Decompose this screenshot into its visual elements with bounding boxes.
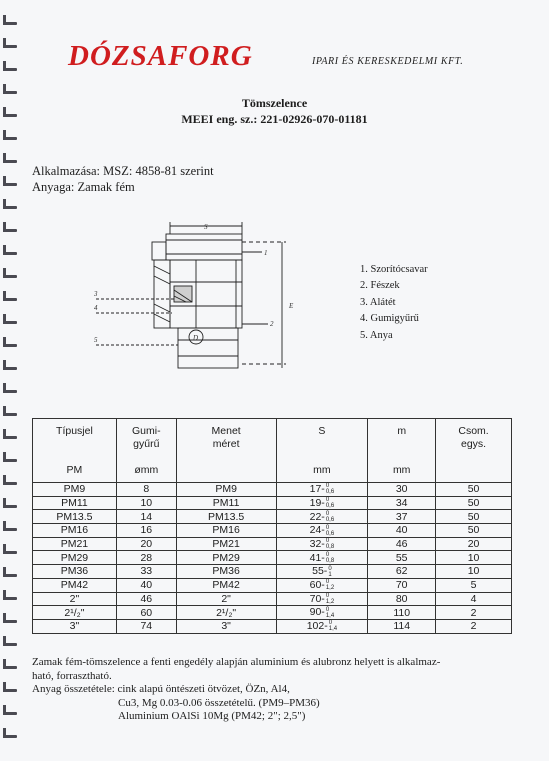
product-title: Tömszelence: [241, 96, 308, 110]
label-4: 4: [94, 304, 98, 312]
s-value: 102-: [306, 620, 328, 633]
s-value: 22-: [309, 510, 325, 523]
cell-s: [276, 619, 368, 633]
s-tolerance: [326, 552, 334, 564]
cell-m: 70: [368, 578, 436, 592]
binding-ring: [3, 344, 17, 347]
cable-gland-drawing: [86, 220, 316, 390]
cell-type: PM42: [33, 578, 117, 592]
header-top1: Típusjel: [56, 425, 93, 437]
note-line: Cu3, Mg 0.03-0.06 összetételű. (PM9–PM36): [118, 696, 320, 709]
tolerance-upper: 0: [325, 579, 330, 586]
binding-ring: [3, 735, 17, 738]
tolerance-lower: 0,8: [325, 544, 335, 551]
cell-m: 110: [368, 606, 436, 620]
label-2: 2: [270, 320, 274, 328]
table-row: [33, 524, 512, 538]
cell-ring: 60: [116, 606, 176, 620]
header-top2: méret: [212, 438, 240, 450]
cell-pack: 4: [436, 592, 512, 606]
legend-item: 3. Alátét: [360, 296, 396, 308]
header-unit: PM: [66, 464, 83, 476]
s-tolerance: [326, 525, 334, 537]
cell-pack: 2: [436, 619, 512, 633]
header-unit: mm: [313, 464, 331, 476]
binding-ring: [3, 390, 17, 393]
cell-thread: PM36: [176, 565, 276, 579]
cell-pack: 2: [436, 606, 512, 620]
binding-ring: [3, 298, 17, 301]
cell-s: [276, 592, 368, 606]
binding-ring: [3, 436, 17, 439]
header-top2: [277, 438, 368, 451]
binding-ring: [3, 137, 17, 140]
label-3: 3: [94, 290, 98, 298]
binding-ring: [3, 321, 17, 324]
notes: [32, 656, 522, 724]
cell-pack: 5: [436, 578, 512, 592]
cell-s: [276, 496, 368, 510]
column-header: [276, 419, 368, 483]
header-unit: [177, 464, 276, 477]
s-value: 24-: [309, 524, 325, 537]
cell-type: PM36: [33, 565, 117, 579]
tolerance-upper: 0: [328, 565, 332, 572]
binding-ring: [3, 68, 17, 71]
cell-thread: PM42: [176, 578, 276, 592]
legend-item: 5. Anya: [360, 329, 393, 341]
cell-s: [276, 537, 368, 551]
binding-ring: [3, 505, 17, 508]
tolerance-upper: 0: [325, 538, 330, 545]
table-row: [33, 606, 512, 620]
tolerance-upper: 0: [325, 606, 330, 613]
s-tolerance: [326, 483, 334, 495]
cell-thread: PM21: [176, 537, 276, 551]
binding-ring: [3, 367, 17, 370]
cell-pack: 10: [436, 565, 512, 579]
cell-type: PM13.5: [33, 510, 117, 524]
table-row: [33, 496, 512, 510]
header-unit: mm: [392, 464, 411, 476]
binding-ring: [3, 620, 17, 623]
cell-ring: 20: [116, 537, 176, 551]
s-value: 60-: [309, 579, 325, 592]
label-s: S: [204, 223, 208, 231]
tolerance-upper: 0: [325, 497, 330, 504]
header-top1: m: [397, 425, 407, 437]
binding-ring: [3, 183, 17, 186]
material-text: Anyaga: Zamak fém: [32, 180, 135, 194]
binding-ring: [3, 689, 17, 692]
tolerance-upper: 0: [328, 620, 333, 627]
binding-ring: [3, 22, 17, 25]
tolerance-upper: 0: [325, 592, 330, 599]
company-name: IPARI ÉS KERESKEDELMI KFT.: [312, 56, 464, 67]
spec-table: [32, 418, 512, 634]
header-top1: Gumi-: [131, 425, 161, 437]
cell-pack: 50: [436, 524, 512, 538]
cell-type: PM11: [33, 496, 117, 510]
cell-s: [276, 565, 368, 579]
cell-type: PM21: [33, 537, 117, 551]
label-5: 5: [94, 336, 98, 344]
binding-ring: [3, 160, 17, 163]
cell-ring: 14: [116, 510, 176, 524]
cell-s: [276, 551, 368, 565]
cell-type: PM29: [33, 551, 117, 565]
binding-ring: [3, 574, 17, 577]
label-e: E: [289, 302, 294, 310]
cell-thread: PM29: [176, 551, 276, 565]
header-top1: Csom.: [458, 425, 489, 437]
tolerance-upper: 0: [325, 483, 330, 490]
tolerance-lower: 1: [328, 571, 332, 578]
cell-ring: 74: [116, 619, 176, 633]
cell-m: 37: [368, 510, 436, 524]
cell-m: 46: [368, 537, 436, 551]
s-value: 41-: [309, 551, 325, 564]
note-line: Aluminium OAlSi 10Mg (PM42; 2"; 2,5"): [118, 710, 306, 722]
cell-thread: 3": [176, 619, 276, 633]
tolerance-lower: 1,2: [325, 598, 335, 605]
legend-item: 1. Szorítócsavar: [360, 264, 428, 275]
tolerance-lower: 0,8: [325, 557, 335, 564]
tolerance-upper: 0: [325, 551, 330, 558]
header-unit: [436, 464, 511, 477]
binding-ring: [3, 252, 17, 255]
cell-thread: PM11: [176, 496, 276, 510]
s-value: 55-: [312, 565, 328, 578]
tolerance-upper: 0: [325, 510, 330, 517]
cell-m: 55: [368, 551, 436, 565]
tolerance-lower: 0,6: [325, 489, 335, 496]
table-body: [33, 483, 512, 634]
cell-type: 3": [33, 619, 117, 633]
table-header-row: [33, 419, 512, 483]
cell-ring: 33: [116, 565, 176, 579]
application-text: Alkalmazása: MSZ: 4858-81 szerint: [32, 164, 214, 178]
table-row: [33, 578, 512, 592]
note-line: Zamak fém-tömszelence a fenti engedély alapján aluminium és alubronz helyett is alkalmaz-: [32, 656, 441, 668]
s-tolerance: [326, 579, 334, 591]
cell-ring: 10: [116, 496, 176, 510]
binding-ring: [3, 528, 17, 531]
cell-s: [276, 510, 368, 524]
table-row: [33, 565, 512, 579]
cell-thread: 2¹/₂": [176, 606, 276, 620]
header-top2: [33, 438, 116, 451]
cell-thread: PM16: [176, 524, 276, 538]
cell-s: [276, 483, 368, 497]
tolerance-lower: 1,2: [325, 585, 335, 592]
s-value: 19-: [309, 496, 325, 509]
header-top2: [368, 438, 435, 451]
cell-s: [276, 524, 368, 538]
cell-m: 114: [368, 619, 436, 633]
label-1: 1: [264, 249, 268, 257]
header-unit: ømm: [134, 464, 159, 476]
s-value: 90-: [309, 606, 325, 619]
legend-item: 2. Fészek: [360, 280, 400, 292]
tolerance-lower: 0,6: [325, 516, 335, 523]
binding-ring: [3, 91, 17, 94]
s-tolerance: [326, 497, 334, 509]
cell-pack: 20: [436, 537, 512, 551]
cell-s: [276, 578, 368, 592]
table-row: [33, 619, 512, 633]
cell-m: 80: [368, 592, 436, 606]
table-row: [33, 592, 512, 606]
cell-thread: PM13.5: [176, 510, 276, 524]
parts-legend: [360, 262, 428, 344]
binding-ring: [3, 413, 17, 416]
cell-s: [276, 606, 368, 620]
binding-ring: [3, 206, 17, 209]
legend-item: 4. Gumigyűrű: [360, 313, 419, 325]
cell-type: PM9: [33, 483, 117, 497]
binding-ring: [3, 45, 17, 48]
brand-logo: DÓZSAFORG: [68, 40, 253, 72]
column-header: [176, 419, 276, 483]
column-header: [436, 419, 512, 483]
binding-ring: [3, 712, 17, 715]
cell-pack: 10: [436, 551, 512, 565]
tolerance-upper: 0: [325, 524, 330, 531]
table-row: [33, 537, 512, 551]
header-top2: gyűrű: [133, 438, 160, 450]
approval-number: MEEI eng. sz.: 221-02926-070-01181: [181, 112, 368, 126]
cell-ring: 28: [116, 551, 176, 565]
cell-m: 40: [368, 524, 436, 538]
cell-m: 62: [368, 565, 436, 579]
column-header: [368, 419, 436, 483]
binding-ring: [3, 229, 17, 232]
binding-ring: [3, 666, 17, 669]
cell-pack: 50: [436, 483, 512, 497]
cell-m: 30: [368, 483, 436, 497]
cell-ring: 16: [116, 524, 176, 538]
header-top1: S: [318, 425, 326, 437]
binding-ring: [3, 482, 17, 485]
tolerance-lower: 1,4: [328, 626, 338, 633]
column-header: [116, 419, 176, 483]
cell-type: 2": [33, 592, 117, 606]
s-value: 32-: [309, 537, 325, 550]
s-tolerance: [328, 566, 331, 578]
column-header: [33, 419, 117, 483]
cell-ring: 40: [116, 578, 176, 592]
s-tolerance: [326, 593, 334, 605]
cell-thread: PM9: [176, 483, 276, 497]
s-tolerance: [329, 620, 337, 632]
label-d: D: [193, 334, 199, 342]
cell-ring: 8: [116, 483, 176, 497]
cell-type: PM16: [33, 524, 117, 538]
s-tolerance: [326, 538, 334, 550]
header-top1: Menet: [211, 425, 241, 437]
table-row: [33, 483, 512, 497]
cell-ring: 46: [116, 592, 176, 606]
binding-ring: [3, 597, 17, 600]
s-value: 17-: [309, 483, 325, 496]
header-top2: egys.: [461, 438, 487, 450]
table-row: [33, 510, 512, 524]
note-line: Anyag összetétele: cink alapú öntészeti ötvözet, ÖZn, Al4,: [32, 683, 290, 695]
cell-m: 34: [368, 496, 436, 510]
tolerance-lower: 0,6: [325, 530, 335, 537]
table-row: [33, 551, 512, 565]
note-line: ható, forrasztható.: [32, 669, 112, 682]
s-tolerance: [326, 511, 334, 523]
binding-ring: [3, 551, 17, 554]
cell-type: 2¹/₂": [33, 606, 117, 620]
s-value: 70-: [309, 592, 325, 605]
tolerance-lower: 1,4: [325, 612, 335, 619]
cell-pack: 50: [436, 496, 512, 510]
tolerance-lower: 0,6: [325, 503, 335, 510]
s-tolerance: [326, 607, 334, 619]
binding-ring: [3, 643, 17, 646]
binding-ring: [3, 459, 17, 462]
cell-thread: 2": [176, 592, 276, 606]
binding-ring: [3, 275, 17, 278]
cell-pack: 50: [436, 510, 512, 524]
